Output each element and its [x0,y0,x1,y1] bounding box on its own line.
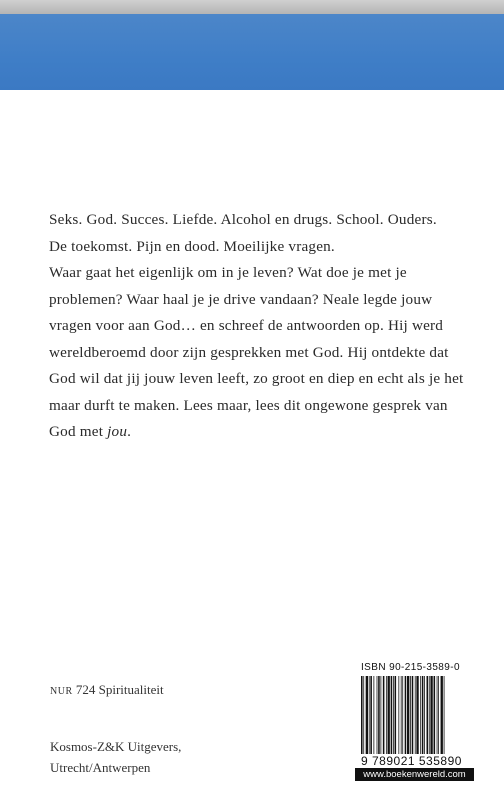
barcode-bar [391,676,393,754]
barcode-bar [388,676,390,754]
back-cover-blurb [49,207,469,446]
barcode-bar [363,676,364,754]
nur-label: NUR [50,686,73,697]
barcode-bar [366,676,368,754]
publisher-city: Utrecht/Antwerpen [50,760,151,775]
isbn-barcode [355,662,474,782]
barcode-digits: 9 789021 535890 [361,754,462,768]
blurb-emphasis: jou [107,423,128,440]
publisher-info [50,736,181,778]
barcode-bar [401,676,402,754]
barcode-bar [434,676,436,754]
barcode-bar [369,676,370,754]
barcode-bar [438,676,439,754]
barcode-bar [386,676,387,754]
barcode-bar [370,676,372,754]
blurb-end: . [127,423,132,440]
bookshop-url: www.boekenwereld.com [355,768,474,781]
barcode-bar [429,676,430,754]
blurb-line-1: Seks. God. Succes. Liefde. Alcohol en drugs. School. Ouders. [49,211,437,228]
barcode-bar [444,676,445,754]
isbn-text: ISBN 90-215-3589-0 [361,662,460,673]
barcode-bar [415,676,416,754]
barcode-bar [441,676,443,754]
page-edge-strip [0,0,504,14]
barcode-bar [398,676,399,754]
barcode-bar [395,676,397,754]
blurb-paragraph-1 [49,207,469,260]
barcode-bar [412,676,414,754]
barcode-bar [410,676,411,754]
barcode-bar [377,676,378,754]
barcode-bar [383,676,385,754]
cover-color-band [0,14,504,90]
barcode-bar [422,676,424,754]
nur-code: 724 [75,682,96,697]
barcode-bar [416,676,418,754]
nur-subject: Spiritualiteit [98,682,164,697]
barcode-bar [405,676,407,754]
barcode-bar [437,676,438,754]
nur-classification [50,682,164,698]
barcode-bar [424,676,425,754]
barcode-bar [381,676,382,754]
barcode-bar [378,676,380,754]
barcode-bar [430,676,432,754]
barcode-bar [373,676,374,754]
barcode-bar [361,676,363,754]
blurb-main-text: Waar gaat het eigenlijk om in je leven? Wat doe je met je problemen? Waar haal je je drive vandaan? Neale legde jouw vragen voor aan God… en schreef de antwoorden op. Hij werd wereldberoemd door zijn gesprekken met God. Hij ontdekte dat God wil dat jij jouw leven leeft, zo groot en diep en echt als je het maar durft te maken. Lees maar, lees dit ongewone gesprek van God met [49,264,464,440]
barcode-bar [402,676,403,754]
blurb-paragraph-2 [49,260,469,446]
barcode-bar [427,676,429,754]
barcode-bar [407,676,409,754]
publisher-name: Kosmos-Z&K Uitgevers, [50,739,182,754]
blurb-line-2: De toekomst. Pijn en dood. Moeilijke vragen. [49,237,335,255]
barcode-bar [393,676,394,754]
barcode-bar [420,676,421,754]
barcode-bars [359,676,472,756]
